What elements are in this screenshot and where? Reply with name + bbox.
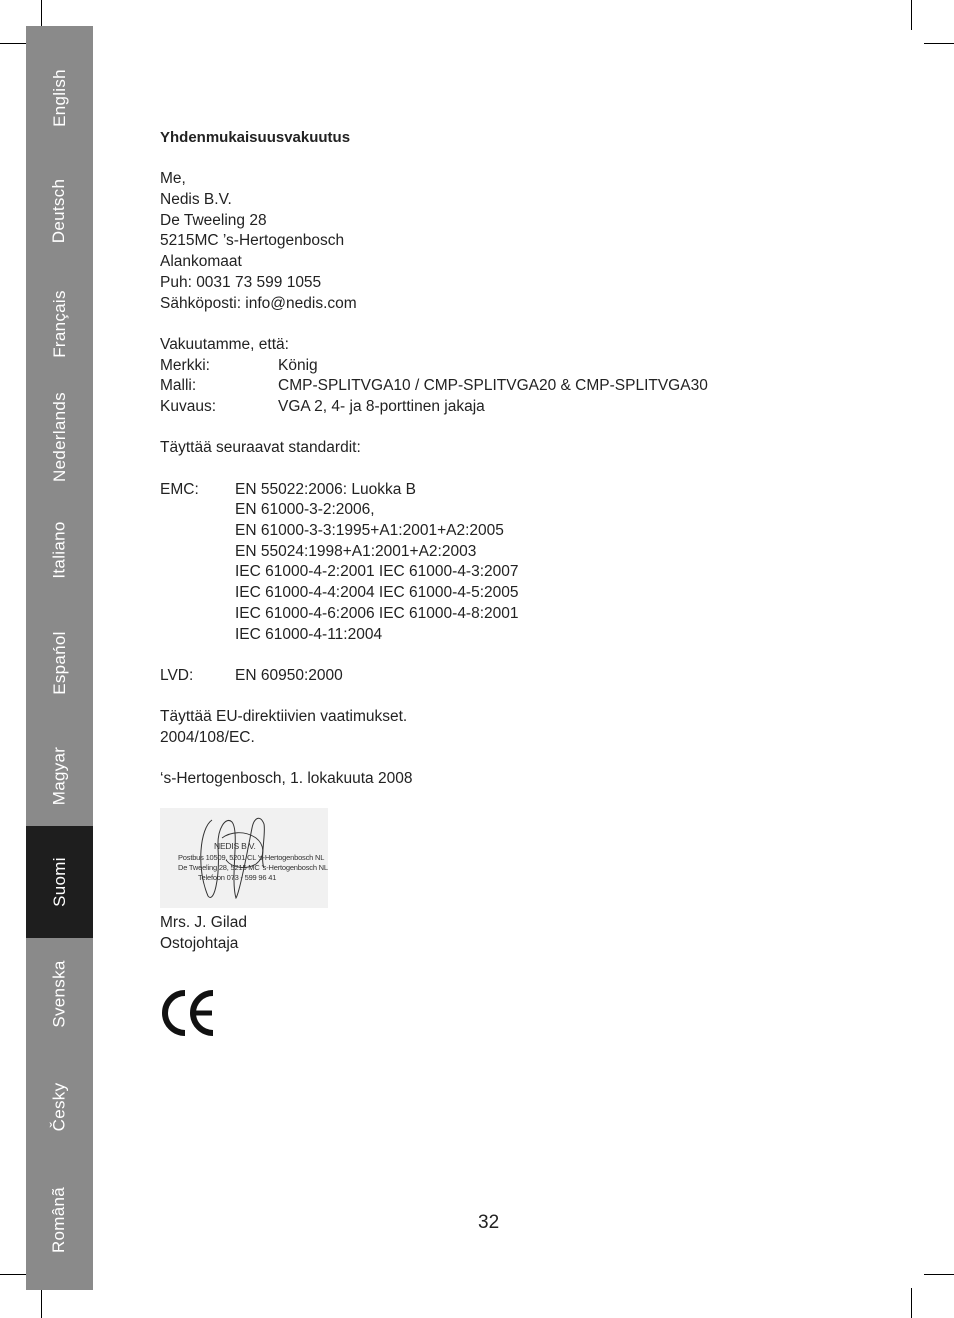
model-value: CMP-SPLITVGA10 / CMP-SPLITVGA20 & CMP-SPLITVGA30 [278,377,708,395]
emc-label: EMC: [160,480,199,498]
crop-mark [924,1274,954,1275]
language-tab-english[interactable] [26,42,93,154]
product-model-row [160,376,708,397]
signatory [160,913,247,954]
brand-label: Merkki: [160,356,210,374]
language-tab-label: Espańol [49,631,69,695]
stamp-company: NEDIS B.V. [214,841,256,851]
stamp-line: Postbus 10509, 5201 CL 's-Hertogenbosch NL [178,853,325,862]
address-line: Sähköposti: info@nedis.com [160,294,357,312]
emc-standard: EN 55024:1998+A1:2001+A2:2003 [235,542,477,560]
standards-intro: Täyttää seuraavat standardit: [160,439,361,457]
crop-mark [924,43,954,44]
emc-row [160,480,708,501]
address-line: Me, [160,170,186,188]
brand-value: König [278,356,318,374]
address-line: 5215MC ’s-Hertogenbosch [160,232,345,250]
language-tab-label: Italiano [49,521,69,579]
crop-mark [41,1288,42,1318]
stamp-line: Telefoon 073 - 599 96 41 [198,873,277,882]
language-tab-espanol[interactable] [26,607,93,719]
lvd-row [160,666,708,687]
address-line: De Tweeling 28 [160,211,267,229]
emc-standard: EN 61000-3-3:1995+A1:2001+A2:2005 [235,522,504,540]
language-tab-label: Nederlands [49,392,69,482]
eu-requirements: Täyttää EU-direktiivien vaatimukset. [160,708,408,726]
language-tab-italiano[interactable] [26,494,93,606]
signatory-title: Ostojohtaja [160,934,239,952]
signature-stamp-image [160,808,328,908]
eu-directive: 2004/108/EC. [160,728,255,746]
product-brand-row [160,356,708,377]
model-label: Malli: [160,377,197,395]
lvd-label: LVD: [160,666,194,684]
declaration-document [160,128,708,790]
declare-intro: Vakuutamme, että: [160,335,289,353]
language-tab-label: Česky [49,1082,69,1132]
language-tab-francais[interactable] [26,268,93,380]
language-tab-nederlands[interactable] [26,381,93,493]
emc-standard: IEC 61000-4-2:2001 IEC 61000-4-3:2007 [235,563,519,581]
emc-standard: EN 55022:2006: Luokka B [235,480,416,498]
language-tab-label: Français [49,290,69,358]
language-tab-cesky[interactable] [26,1051,93,1163]
language-tab-label: Magyar [49,746,69,806]
language-tab-suomi[interactable] [26,826,93,938]
description-value: VGA 2, 4- ja 8-porttinen jakaja [278,397,485,415]
address-line: Puh: 0031 73 599 1055 [160,273,322,291]
product-description-row [160,397,708,418]
language-tab-label: Românã [49,1186,69,1254]
language-tab-magyar[interactable] [26,720,93,832]
emc-standard: IEC 61000-4-11:2004 [235,625,383,643]
signatory-name: Mrs. J. Gilad [160,914,247,931]
language-tab-label: Svenska [49,960,69,1028]
language-tab-label: Deutsch [49,178,69,244]
language-tab-deutsch[interactable] [26,155,93,267]
document-heading: Yhdenmukaisuusvakuutus [160,129,351,146]
page-number: 32 [478,1212,500,1233]
language-tab-label: Suomi [49,857,69,907]
address-line: Nedis B.V. [160,191,232,209]
lvd-standard: EN 60950:2000 [235,666,343,684]
crop-mark [911,0,912,30]
emc-standard: IEC 61000-4-6:2006 IEC 61000-4-8:2001 [235,604,519,622]
emc-standard: IEC 61000-4-4:2004 IEC 61000-4-5:2005 [235,584,519,602]
address-line: Alankomaat [160,253,242,271]
crop-mark [911,1288,912,1318]
language-tab-romana[interactable] [26,1164,93,1276]
language-sidebar [26,26,93,1290]
language-tab-label: English [49,69,69,127]
description-label: Kuvaus: [160,397,217,415]
language-tab-svenska[interactable] [26,938,93,1050]
emc-standard: EN 61000-3-2:2006, [235,501,375,519]
stamp-line: De Tweeling 28, 5215 MC 's-Hertogenbosch NL [178,863,328,872]
ce-mark-icon [160,988,218,1038]
place-date: ‘s-Hertogenbosch, 1. lokakuuta 2008 [160,770,413,788]
